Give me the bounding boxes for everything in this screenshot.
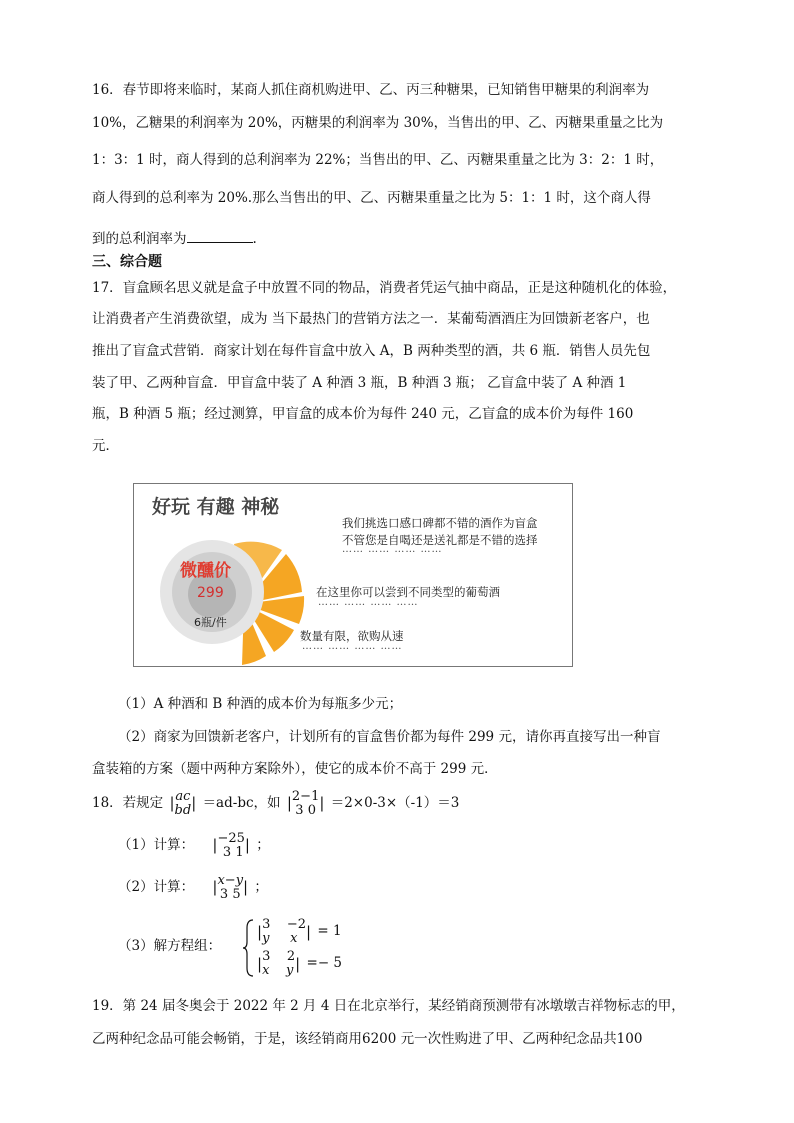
q16-line1: 16．春节即将来临时，某商人抓住商机购进甲、乙、丙三种糖果，已知销售甲糖果的利润率为 bbox=[92, 82, 650, 98]
promo-text-2: 在这里你可以尝到不同类型的葡萄酒 bbox=[316, 585, 500, 599]
q18-ex-rhs: ＝2×0-3×（-1）＝3 bbox=[330, 795, 460, 812]
q17-sub1: （1）A 种酒和 B 种酒的成本价为每瓶多少元； bbox=[118, 696, 403, 712]
det-definition: |ac bd| bbox=[169, 789, 197, 818]
q17-line2: 让消费者产生消费欲望，成为 当下最热门的营销方法之一．某葡萄酒酒庄为回馈新老客户，也 bbox=[92, 311, 650, 327]
price: 299 bbox=[197, 585, 224, 601]
q16-line2: 10%，乙糖果的利润率为 20%，丙糖果的利润率为 30%，当售出的甲、乙、丙糖果重量之比为 bbox=[92, 115, 664, 131]
promo-text-3: 数量有限，欲购从速 bbox=[300, 629, 404, 643]
q19-line2: 乙两种纪念品可能会畅销，于是，该经销商用6200 元一次性购进了甲、乙两种纪念品共100 bbox=[92, 1031, 643, 1047]
q18-p2-suffix: ； bbox=[254, 879, 268, 896]
promo-dots-1: …… …… …… …… bbox=[342, 544, 443, 555]
promo-title: 好玩 有趣 神秘 bbox=[152, 496, 280, 518]
q18-intro-line bbox=[92, 790, 459, 817]
q17-sub2b: 盒装箱的方案（题中两种方案除外），使它的成本价不高于 299 元． bbox=[92, 761, 498, 777]
q18-p1-suffix: ； bbox=[256, 837, 270, 854]
promo-dots-2: …… …… …… …… bbox=[318, 597, 419, 608]
circle-title: 微醺价 bbox=[180, 561, 231, 581]
q16-line3: 1：3：1 时，商人得到的总利润率为 22%；当售出的甲、乙、丙糖果重量之比为 3：2：1 时， bbox=[92, 152, 664, 168]
q17-line6: 元． bbox=[92, 438, 119, 454]
blind-box-promo-figure bbox=[133, 483, 573, 667]
q16-line4: 商人得到的总利率为 20%.那么当售出的甲、乙、丙糖果重量之比为 5：1：1 时，这个商人得 bbox=[92, 190, 651, 206]
equation-2: |3 2 x y | =− 5 bbox=[257, 949, 343, 978]
q17-line3: 推出了盲盒式营销．商家计划在每件盲盒中放入 A，B 两种类型的酒，共 6 瓶．销售人员先包 bbox=[92, 343, 651, 359]
equation-1: |3 −2 y x | = 1 bbox=[257, 917, 342, 946]
q18-p1-label: （1）计算： bbox=[118, 837, 195, 854]
q17-line4: 装了甲、乙两种盲盒．甲盲盒中装了 A 种酒 3 瓶，B 种酒 3 瓶； 乙盲盒中装了 A 种酒 1 bbox=[92, 375, 627, 391]
q16-line5-text: 到的总利润率为 bbox=[92, 231, 187, 247]
q17-line5: 瓶，B 种酒 5 瓶；经过测算，甲盲盒的成本价为每件 240 元，乙盲盒的成本价为每件 160 bbox=[92, 406, 634, 422]
promo-text-1a: 我们挑选口感口碑都不错的酒作为盲盒 bbox=[342, 516, 538, 530]
q19-line1: 19．第 24 届冬奥会于 2022 年 2 月 4 日在北京举行，某经销商预测带有冰墩墩吉祥物标志的甲， bbox=[92, 998, 685, 1014]
q18-p3-label: （3）解方程组： bbox=[118, 938, 222, 954]
q16-line5 bbox=[92, 230, 257, 247]
answer-blank bbox=[187, 230, 253, 243]
brace-icon bbox=[243, 918, 255, 978]
q18-intro: 18．若规定 bbox=[92, 795, 164, 812]
det-part1: |−25 3 1| bbox=[212, 831, 250, 860]
section-title: 三、综合题 bbox=[92, 254, 162, 270]
q18-part1 bbox=[118, 832, 270, 859]
promo-text-1b: 不管您是自喝还是送礼都是不错的选择 bbox=[342, 533, 538, 547]
q18-def-rhs: ＝ad-bc，如 bbox=[202, 795, 281, 812]
promo-dots-3: …… …… …… …… bbox=[302, 641, 403, 652]
q18-part2 bbox=[118, 874, 268, 901]
q16-line5-end: . bbox=[252, 231, 257, 247]
det-part2: |x−y 3 5 | bbox=[212, 873, 249, 902]
unit-label: 6瓶/件 bbox=[194, 616, 227, 629]
det-example: |2−1 3 0 | bbox=[286, 789, 325, 818]
q18-p2-label: （2）计算： bbox=[118, 879, 195, 896]
q17-sub2a: （2）商家为回馈新老客户，计划所有的盲盒售价都为每件 299 元，请你再直接写出一种盲 bbox=[118, 729, 661, 745]
q17-line1: 17．盲盒顾名思义就是盒子中放置不同的物品，消费者凭运气抽中商品，正是这种随机化的体验， bbox=[92, 280, 677, 296]
